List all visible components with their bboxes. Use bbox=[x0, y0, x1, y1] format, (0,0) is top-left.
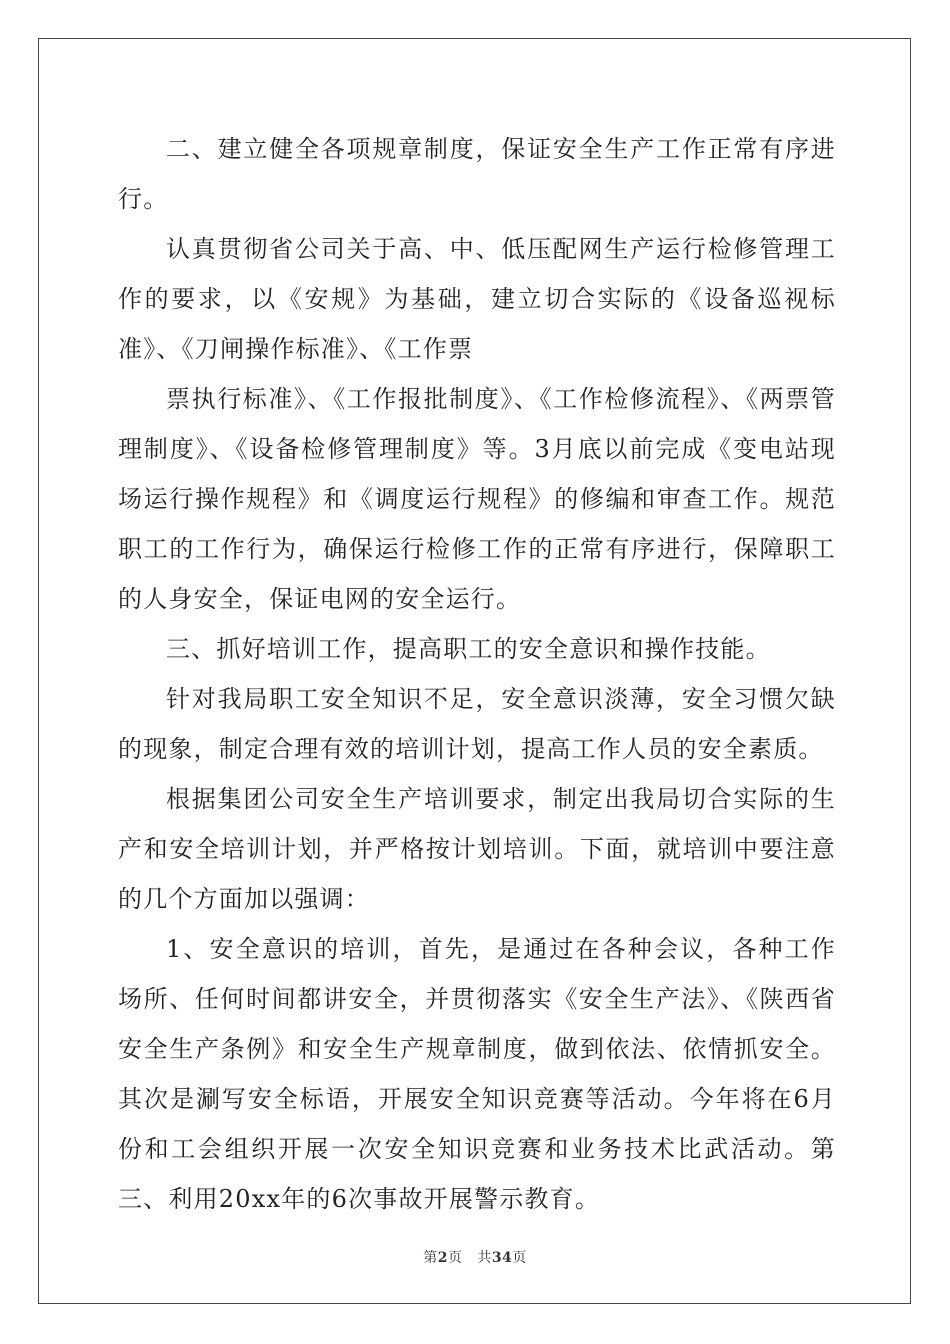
page-footer bbox=[0, 1247, 950, 1267]
total-pages: 34 bbox=[491, 1250, 513, 1266]
page-prefix: 第 bbox=[423, 1250, 438, 1266]
total-prefix: 共 bbox=[477, 1250, 492, 1266]
page-suffix: 页 bbox=[447, 1250, 463, 1266]
heading-section-2: 二、建立健全各项规章制度，保证安全生产工作正常有序进行。 bbox=[118, 135, 836, 213]
paragraph: 1、安全意识的培训，首先，是通过在各种会议，各种工作场所、任何时间都讲安全，并贯彻落实《安全生产法》、《陕西省安全生产条例》和安全生产规章制度，做到依法、依情抓安全。其次是涮写安全标语，开展安全知识竞赛等活动。今年将在6月份和工会组织开展一次安全知识竞赛和业务技术比武活动。第三、利用20xx年的6次事故开展警示教育。 bbox=[118, 935, 836, 1213]
paragraph: 针对我局职工安全知识不足，安全意识淡薄，安全习惯欠缺的现象，制定合理有效的培训计划，提高工作人员的安全素质。 bbox=[118, 685, 836, 763]
paragraph: 根据集团公司安全生产培训要求，制定出我局切合实际的生产和安全培训计划，并严格按计划培训。下面，就培训中要注意的几个方面加以强调： bbox=[118, 785, 836, 913]
total-suffix: 页 bbox=[512, 1250, 527, 1266]
document-body bbox=[118, 124, 836, 1224]
paragraph: 认真贯彻省公司关于高、中、低压配网生产运行检修管理工作的要求，以《安规》为基础，建立切合实际的《设备巡视标准》、《刀闸操作标准》、《工作票 bbox=[118, 235, 836, 363]
page-number: 2 bbox=[437, 1250, 448, 1266]
heading-section-3: 三、抓好培训工作，提高职工的安全意识和操作技能。 bbox=[166, 635, 771, 663]
paragraph: 票执行标准》、《工作报批制度》、《工作检修流程》、《两票管理制度》、《设备检修管理制度》等。3月底以前完成《变电站现场运行操作规程》和《调度运行规程》的修编和审查工作。规范职工的工作行为，确保运行检修工作的正常有序进行，保障职工的人身安全，保证电网的安全运行。 bbox=[118, 385, 836, 613]
